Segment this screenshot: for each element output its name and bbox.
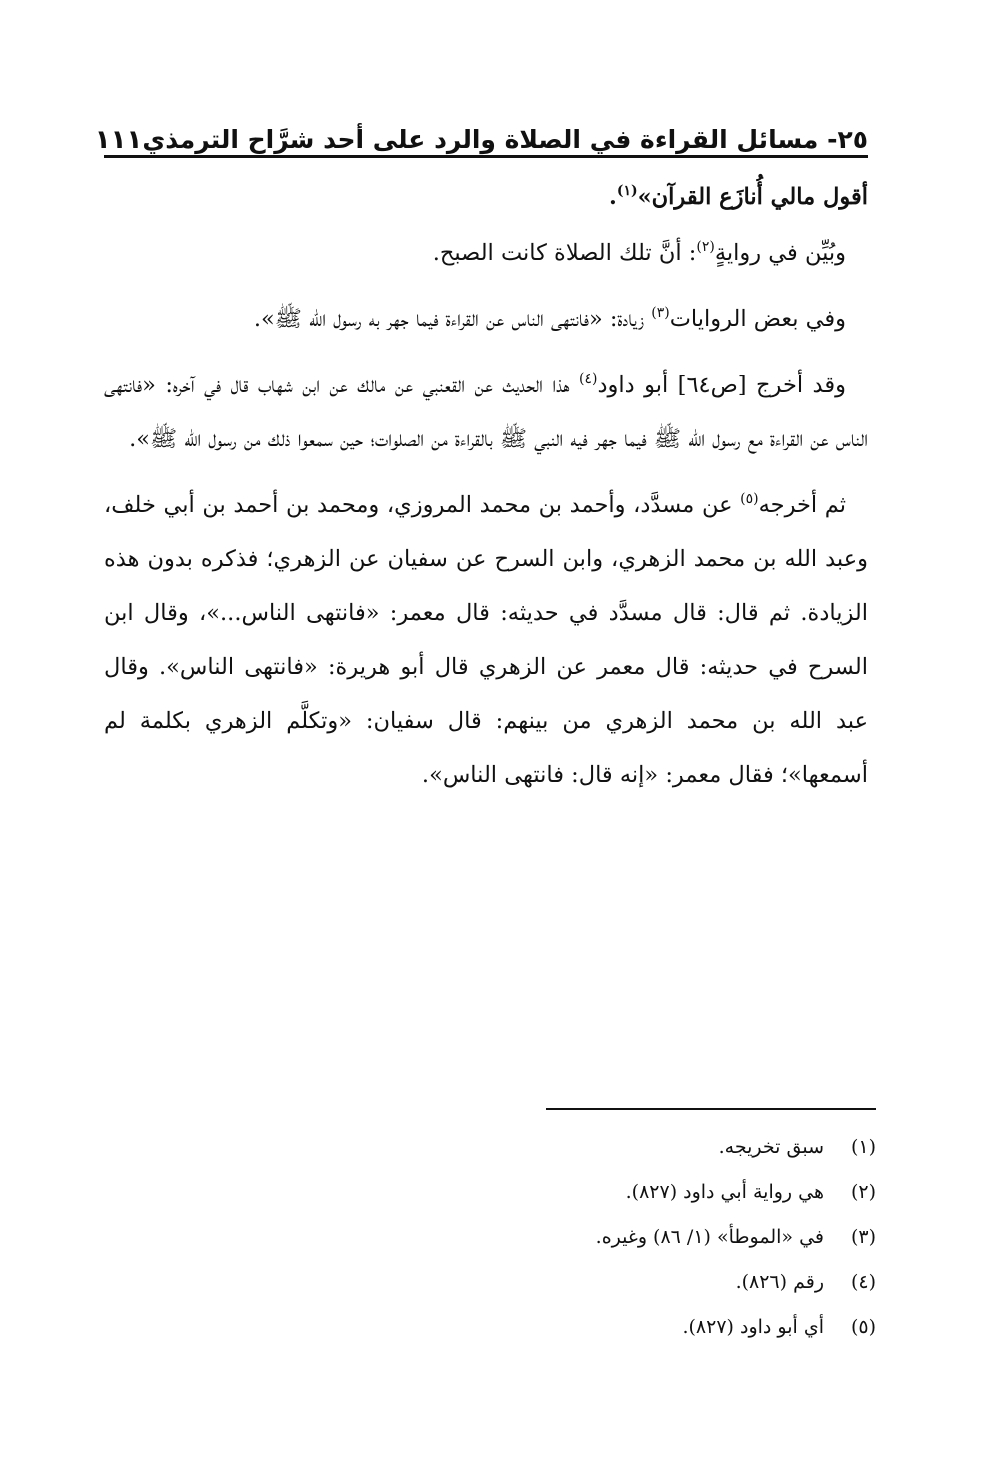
paragraph-3: [104, 292, 868, 346]
footnote-2: [120, 1170, 876, 1215]
footnote-number: (٤): [850, 1271, 876, 1293]
footnote-5: [120, 1305, 876, 1350]
footnotes-list: [120, 1125, 876, 1350]
page-number: ١١١: [94, 125, 143, 155]
footnote-text: رقم (٨٢٦).: [735, 1271, 824, 1293]
footnote-ref-2[interactable]: (٢): [696, 239, 715, 255]
chapter-title: ٢٥- مسائل القراءة في الصلاة والرد على أحد شرَّاح الترمذي: [142, 125, 868, 154]
header-rule: [104, 155, 868, 158]
paragraph-3-after: زيادة: «فانتهى الناس عن القراءة فيما جهر به رسول الله ﷺ».: [253, 306, 652, 332]
footnote-1: [120, 1125, 876, 1170]
footnote-ref-5[interactable]: (٥): [740, 491, 759, 507]
paragraph-4-after: هذا الحديث عن القعنبي عن مالك عن ابن شهاب قال في آخره: «فانتهى الناس عن القراءة مع رسول الله ﷺ فيما جهر فيه النبي ﷺ بالقراءة من الصلوات؛ حين سمعوا ذلك من رسول الله ﷺ».: [104, 372, 868, 452]
footnote-separator: [546, 1108, 876, 1110]
paragraph-2: [104, 226, 868, 280]
footnote-number: (٢): [850, 1181, 876, 1203]
paragraph-5: [104, 478, 868, 802]
footnote-3: [120, 1215, 876, 1260]
footnote-4: [120, 1260, 876, 1305]
paragraph-1: [104, 170, 868, 224]
body-text: [104, 170, 868, 802]
running-header: [94, 108, 868, 160]
paragraph-1-text: أقول مالي أُنازَع القرآن»: [637, 184, 868, 210]
footnote-ref-1[interactable]: (١): [616, 183, 638, 199]
paragraph-5-after: عن مسدَّد، وأحمد بن محمد المروزي، ومحمد بن أحمد بن أبي خلف، وعبد الله بن محمد الزهري، وابن السرح عن سفيان عن الزهري؛ فذكره بدون هذه الزيادة. ثم قال: قال مسدَّد في حديثه: قال معمر: «فانتهى الناس...»، وقال ابن السرح في حديثه: قال معمر عن الزهري قال أبو هريرة: «فانتهى الناس». وقال عبد الله بن محمد الزهري من بينهم: قال سفيان: «وتكلَّم الزهري بكلمة لم أسمعها»؛ فقال معمر: «إنه قال: فانتهى الناس».: [104, 492, 868, 788]
paragraph-1-tail: .: [608, 184, 617, 210]
footnote-number: (٣): [850, 1226, 876, 1248]
footnote-text: في «الموطأ» (١/ ٨٦) وغيره.: [595, 1226, 824, 1248]
footnote-ref-4[interactable]: (٤): [579, 371, 598, 387]
footnote-ref-3[interactable]: (٣): [651, 305, 670, 321]
paragraph-4: [104, 358, 868, 466]
footnote-number: (١): [850, 1136, 876, 1158]
paragraph-3-before: وفي بعض الروايات: [669, 306, 846, 332]
footnote-text: أي أبو داود (٨٢٧).: [682, 1316, 824, 1338]
footnote-number: (٥): [850, 1316, 876, 1338]
paragraph-2-after: : أنَّ تلك الصلاة كانت الصبح.: [432, 240, 697, 266]
footnote-text: هي رواية أبي داود (٨٢٧).: [625, 1181, 824, 1203]
footnote-text: سبق تخريجه.: [718, 1136, 824, 1158]
paragraph-2-before: وبُيِّن في روايةٍ: [714, 240, 846, 266]
paragraph-5-before: ثم أخرجه: [758, 492, 846, 518]
paragraph-4-before: وقد أخرج [ص٦٤] أبو داود: [597, 372, 846, 398]
